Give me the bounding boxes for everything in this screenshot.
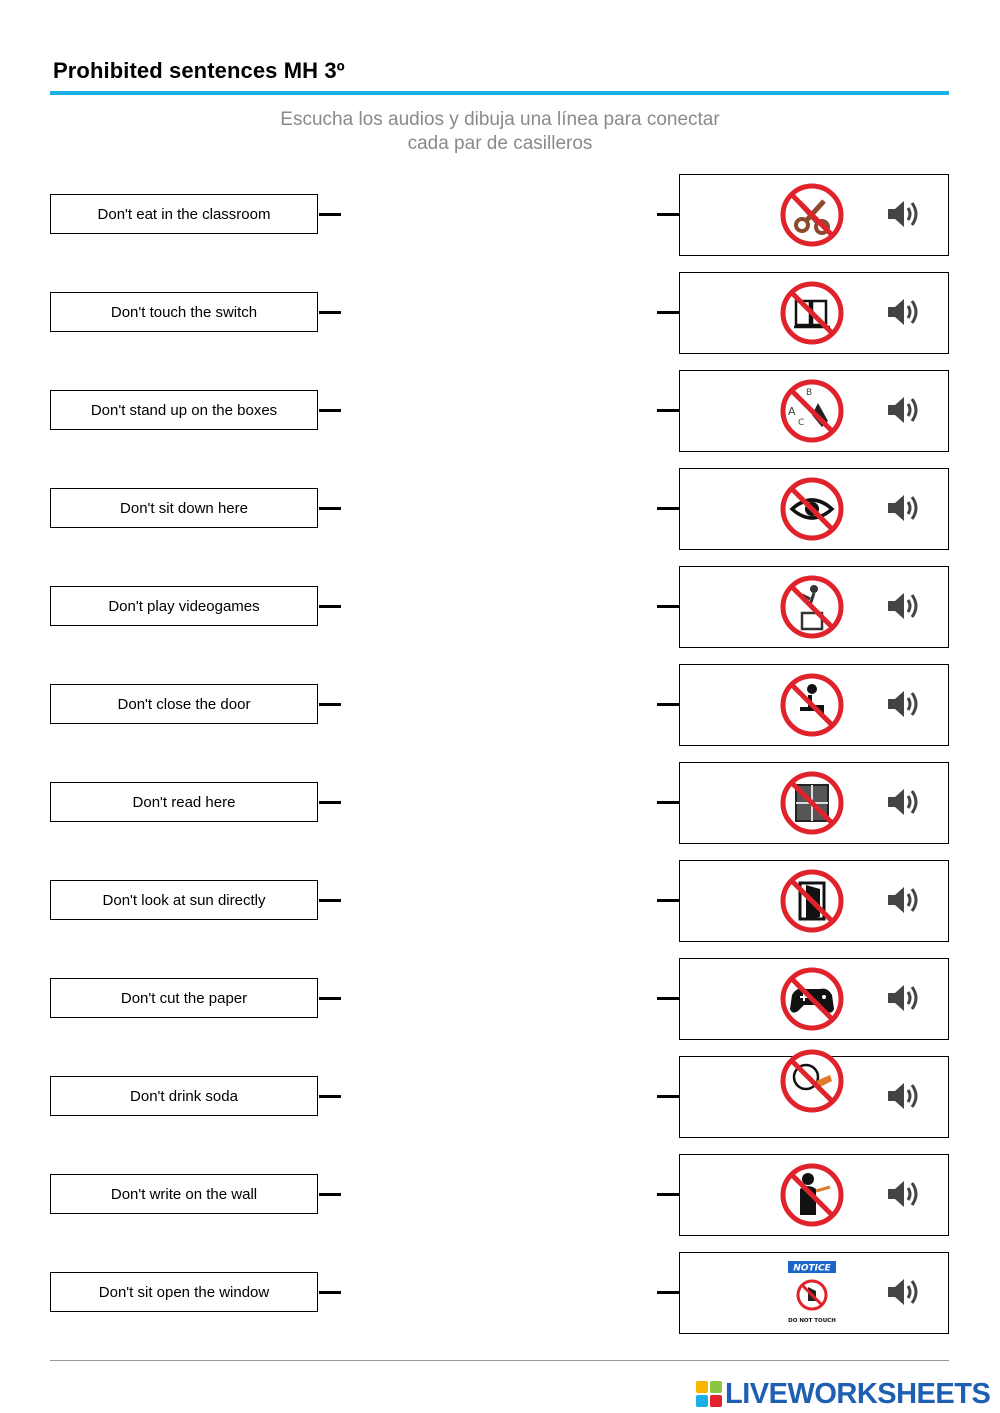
right-connector[interactable] <box>657 703 679 706</box>
instructions <box>200 108 800 156</box>
right-connector[interactable] <box>657 311 679 314</box>
svg-text:C: C <box>798 418 805 428</box>
sentence-box[interactable] <box>50 1272 318 1312</box>
picture-card[interactable] <box>679 468 949 550</box>
picture-card[interactable] <box>679 272 949 354</box>
no-writing-icon <box>778 377 846 445</box>
left-connector[interactable] <box>319 899 341 902</box>
no-scissors-icon <box>778 181 846 249</box>
right-connector[interactable] <box>657 801 679 804</box>
left-connector[interactable] <box>319 311 341 314</box>
right-connector[interactable] <box>657 1291 679 1294</box>
sentence-box[interactable] <box>50 684 318 724</box>
picture-card[interactable] <box>679 860 949 942</box>
no-sitting-icon <box>778 671 846 739</box>
sentence-box[interactable] <box>50 880 318 920</box>
sentence-box[interactable] <box>50 1174 318 1214</box>
sentence-label: Don't write on the wall <box>110 1185 258 1203</box>
speaker-icon[interactable] <box>885 1079 921 1113</box>
sentence-label: Don't look at sun directly <box>102 891 266 909</box>
no-drinking-icon <box>778 1047 846 1115</box>
page-title: Prohibited sentences MH 3º <box>53 58 345 83</box>
speaker-icon[interactable] <box>885 785 921 819</box>
title-underline <box>50 91 949 95</box>
speaker-icon[interactable] <box>885 197 921 231</box>
speaker-icon[interactable] <box>885 589 921 623</box>
no-reading-icon <box>778 279 846 347</box>
logo-mark-icon <box>696 1381 722 1407</box>
left-connector[interactable] <box>319 605 341 608</box>
liveworksheets-logo <box>696 1376 990 1412</box>
speaker-icon[interactable] <box>885 1177 921 1211</box>
right-connector[interactable] <box>657 605 679 608</box>
sentence-box[interactable] <box>50 1076 318 1116</box>
no-looking-icon <box>778 475 846 543</box>
speaker-icon[interactable] <box>885 393 921 427</box>
left-connector[interactable] <box>319 703 341 706</box>
picture-card[interactable] <box>679 1252 949 1334</box>
picture-card[interactable] <box>679 664 949 746</box>
svg-text:A: A <box>788 405 796 418</box>
instructions-line-2: cada par de casilleros <box>407 133 593 154</box>
sentence-box[interactable] <box>50 194 318 234</box>
speaker-icon[interactable] <box>885 1275 921 1309</box>
left-connector[interactable] <box>319 409 341 412</box>
picture-card[interactable] <box>679 1056 949 1138</box>
sentence-label: Don't read here <box>132 793 236 811</box>
do-not-touch-notice-icon <box>778 1259 846 1327</box>
picture-card[interactable] <box>679 370 949 452</box>
footer-divider <box>50 1360 949 1361</box>
sentence-label: Don't drink soda <box>130 1087 238 1105</box>
sentence-label: Don't sit open the window <box>98 1283 270 1301</box>
notice-caption: DO NOT TOUCH <box>788 1318 836 1324</box>
no-climbing-icon <box>778 573 846 641</box>
right-connector[interactable] <box>657 997 679 1000</box>
no-window-icon <box>778 769 846 837</box>
sentence-label: Don't sit down here <box>120 499 248 517</box>
sentence-box[interactable] <box>50 488 318 528</box>
sentence-box[interactable] <box>50 390 318 430</box>
right-connector[interactable] <box>657 899 679 902</box>
left-connector[interactable] <box>319 507 341 510</box>
sentence-box[interactable] <box>50 586 318 626</box>
picture-card[interactable] <box>679 762 949 844</box>
no-videogames-icon <box>778 965 846 1033</box>
no-door-icon <box>778 867 846 935</box>
speaker-icon[interactable] <box>885 491 921 525</box>
left-connector[interactable] <box>319 1193 341 1196</box>
right-connector[interactable] <box>657 507 679 510</box>
sentence-box[interactable] <box>50 292 318 332</box>
left-connector[interactable] <box>319 213 341 216</box>
speaker-icon[interactable] <box>885 981 921 1015</box>
right-connector[interactable] <box>657 409 679 412</box>
picture-card[interactable] <box>679 566 949 648</box>
left-connector[interactable] <box>319 1095 341 1098</box>
notice-label: NOTICE <box>793 1263 831 1274</box>
picture-card[interactable] <box>679 1154 949 1236</box>
left-connector[interactable] <box>319 1291 341 1294</box>
right-connector[interactable] <box>657 1193 679 1196</box>
sentence-box[interactable] <box>50 978 318 1018</box>
left-connector[interactable] <box>319 801 341 804</box>
speaker-icon[interactable] <box>885 295 921 329</box>
sentence-label: Don't cut the paper <box>120 989 248 1007</box>
speaker-icon[interactable] <box>885 883 921 917</box>
sentence-label: Don't eat in the classroom <box>97 205 271 223</box>
picture-card[interactable] <box>679 958 949 1040</box>
sentence-box[interactable] <box>50 782 318 822</box>
sentence-label: Don't play videogames <box>108 597 260 615</box>
sentence-label: Don't stand up on the boxes <box>90 401 278 419</box>
right-connector[interactable] <box>657 213 679 216</box>
brand-name: LIVEWORKSHEETS <box>725 1377 991 1410</box>
right-connector[interactable] <box>657 1095 679 1098</box>
no-eating-icon <box>778 1161 846 1229</box>
sentence-label: Don't close the door <box>117 695 251 713</box>
picture-card[interactable] <box>679 174 949 256</box>
svg-text:B: B <box>806 388 813 398</box>
instructions-line-1: Escucha los audios y dibuja una línea para conectar <box>280 109 720 130</box>
sentence-label: Don't touch the switch <box>110 303 258 321</box>
left-connector[interactable] <box>319 997 341 1000</box>
speaker-icon[interactable] <box>885 687 921 721</box>
